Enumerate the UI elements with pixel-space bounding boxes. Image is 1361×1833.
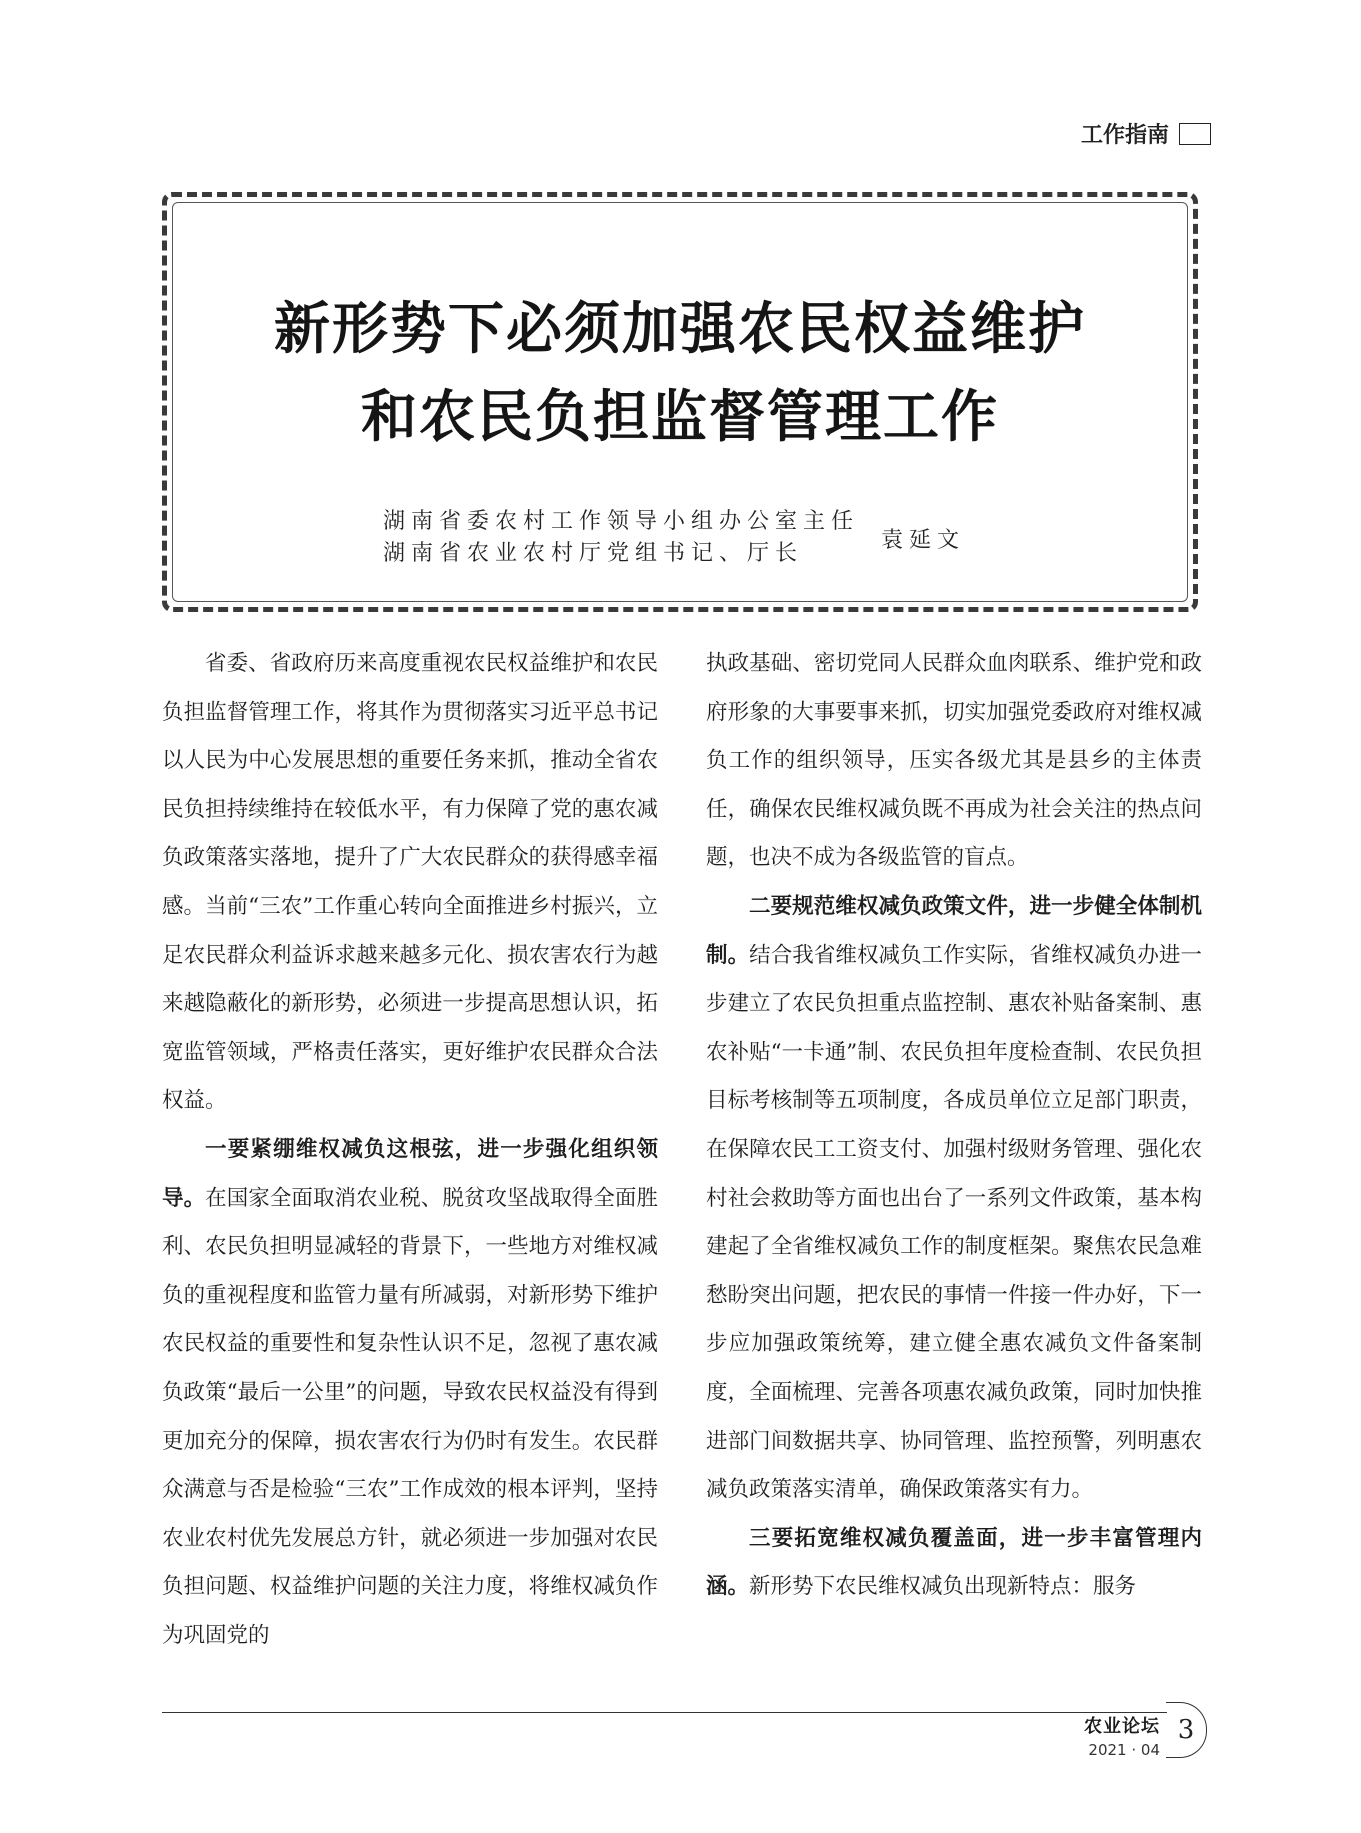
title-frame-inner	[172, 202, 1188, 602]
point-3-text: 新形势下农民维权减负出现新特点：服务	[749, 1574, 1137, 1600]
author-roles	[383, 506, 859, 570]
point-2-text: 结合我省维权减负工作实际，省维权减负办进一步建立了农民负担重点监控制、惠农补贴备案制、惠农补贴“一卡通”制、农民负担年度检查制、农民负担目标考核制等五项制度，各成员单位立足部门职责，在保障农民工工资支付、加强村级财务管理、强化农村社会救助等方面也出台了一系列文件政策，基本构建起了全省维权减负工作的制度框架。聚焦农民急难愁盼突出问题，把农民的事情一件接一件办好，下一步应加强政策统筹，建立健全惠农减负文件备案制度，全面梳理、完善各项惠农减负政策，同时加快推进部门间数据共享、协同管理、监控预警，列明惠农减负政策落实清单，确保政策落实有力。	[706, 942, 1202, 1503]
article-title-line-2: 和农民负担监督管理工作	[361, 384, 999, 450]
author-name: 袁延文	[881, 527, 966, 553]
page-number: 3	[1166, 1702, 1207, 1758]
author-role-1: 湖南省委农村工作领导小组办公室主任	[383, 509, 860, 534]
paragraph-intro: 省委、省政府历来高度重视农民权益维护和农民负担监督管理工作，将其作为贯彻落实习近平总书记以人民为中心发展思想的重要任务来抓，推动全省农民负担持续维持在较低水平，有力保障了党的惠农减负政策落实落地，提升了广大农民群众的获得感幸福感。当前“三农”工作重心转向全面推进乡村振兴，立足农民群众利益诉求越来越多元化、损农害农行为越来越隐蔽化的新形势，必须进一步提高思想认识，拓宽监管领域，严格责任落实，更好维护农民群众合法权益。	[162, 651, 658, 1114]
footer-journal	[1038, 1714, 1160, 1760]
left-column	[162, 640, 658, 1700]
journal-name: 农业论坛	[1084, 1716, 1160, 1737]
point-1-text: 在国家全面取消农业税、脱贫攻坚战取得全面胜利、农民负担明显减轻的背景下，一些地方对维权减负的重视程度和监管力量有所减弱，对新形势下维护农民权益的重要性和复杂性认识不足，忽视了惠农减负政策“最后一公里”的问题，导致农民权益没有得到更加充分的保障，损农害农行为仍时有发生。农民群众满意与否是检验“三农”工作成效的根本评判，坚持农业农村优先发展总方针，就必须进一步加强对农民负担问题、权益维护问题的关注力度，将维权减负作为巩固党的	[162, 1185, 658, 1648]
article-body	[162, 640, 1202, 1700]
author-role-2: 湖南省农业农村厅党组书记、厅长	[383, 541, 804, 566]
footer-rule	[162, 1712, 1167, 1713]
article-title	[173, 285, 1187, 461]
journal-issue: 2021 · 04	[1088, 1741, 1160, 1759]
paragraph-point-1	[162, 1126, 658, 1661]
section-header	[1081, 118, 1211, 149]
article-title-line-1: 新形势下必须加强农民权益维护	[274, 296, 1086, 362]
section-marker-box	[1179, 123, 1211, 145]
paragraph-point-2	[706, 883, 1202, 1515]
title-frame	[162, 192, 1198, 612]
paragraph-point-3	[706, 1515, 1202, 1612]
right-column	[706, 640, 1202, 1700]
point-3-heading: 三要拓宽维权减负覆盖面，进一步丰富管理内涵。	[706, 1525, 1202, 1600]
paragraph-point-1-continued: 执政基础、密切党同人民群众血肉联系、维护党和政府形象的大事要事来抓，切实加强党委政府对维权减负工作的组织领导，压实各级尤其是县乡的主体责任，确保农民维权减负既不再成为社会关注的热点问题，也决不成为各级监管的盲点。	[706, 651, 1202, 871]
point-1-heading: 一要紧绷维权减负这根弦，进一步强化组织领导。	[162, 1136, 658, 1211]
section-title: 工作指南	[1080, 123, 1169, 148]
byline	[383, 506, 965, 570]
point-2-heading: 二要规范维权减负政策文件，进一步健全体制机制。	[706, 893, 1202, 968]
